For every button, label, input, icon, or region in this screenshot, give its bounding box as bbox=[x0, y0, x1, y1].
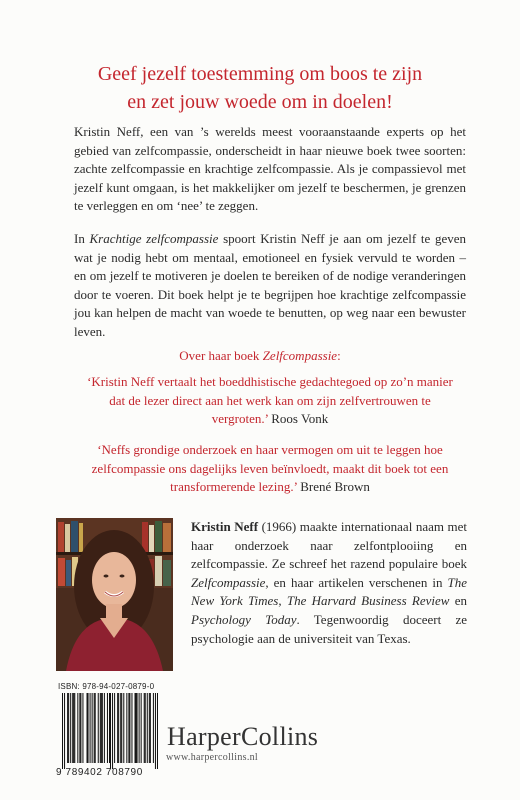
barcode-bar bbox=[120, 693, 121, 763]
bio-text-1: (1966) maakte internationaal naam met haar onderzoek naar zelfontplooiing en zelfcompassie. Ze schreef het razend populaire boek bbox=[191, 519, 468, 572]
author-name: Kristin Neff bbox=[191, 519, 259, 534]
previous-book-title: Zelfcompassie bbox=[262, 348, 338, 363]
barcode-bar bbox=[80, 693, 81, 763]
barcode-bar bbox=[82, 693, 83, 763]
author-photo bbox=[56, 518, 173, 671]
barcode-digits: 9 789402 708790 bbox=[56, 767, 143, 778]
barcode-bar bbox=[62, 693, 63, 769]
intro-paragraph: Kristin Neff, een van ’s werelds meest vooraanstaande experts op het gebied van zelfcompassie, onderscheidt in haar nieuwe boek twee soorten: zachte zelfcompassie en krachtige zelfcompassie. Als je compassievol met jezelf kunt omgaan, is het makkelijker om jezelf te beschermen, je grenzen te verleggen en om ‘nee’ te zeggen. bbox=[74, 124, 466, 213]
barcode-bar bbox=[145, 693, 146, 763]
bio-publication-1: The New York Times bbox=[191, 574, 467, 609]
headline-line-1: Geef jezelf toestemming om boos te zijn bbox=[97, 63, 423, 85]
publisher-logo: HarperCollins bbox=[167, 722, 319, 751]
bio-text-2: , en haar artikelen verschenen in bbox=[265, 574, 448, 590]
book-title: Krachtige zelfcompassie bbox=[89, 231, 219, 246]
barcode-bar bbox=[126, 693, 127, 763]
quote-author: Brené Brown bbox=[300, 479, 370, 494]
barcode-bar bbox=[87, 693, 88, 763]
barcode-bar bbox=[157, 693, 158, 769]
barcode-bar bbox=[129, 693, 130, 763]
barcode-bar bbox=[102, 693, 103, 763]
barcode-bar bbox=[70, 693, 71, 763]
bio-book-title: Zelfcompassie bbox=[191, 574, 266, 590]
barcode bbox=[62, 693, 158, 769]
bio-separator-2: en bbox=[449, 593, 467, 609]
headline-line-2: en zet jouw woede om in doelen! bbox=[127, 91, 393, 113]
barcode-bar bbox=[153, 693, 154, 763]
bio-publication-3: Psychology Today bbox=[191, 611, 297, 627]
barcode-bar bbox=[88, 693, 89, 763]
barcode-bar bbox=[79, 693, 80, 763]
barcode-bar bbox=[112, 693, 113, 769]
barcode-bar bbox=[144, 693, 145, 763]
quote-author: Roos Vonk bbox=[271, 411, 329, 426]
barcode-bar bbox=[110, 693, 111, 769]
about-prefix: Over haar boek bbox=[179, 348, 263, 363]
barcode-bar bbox=[95, 693, 96, 763]
book-paragraph-text: spoort Kristin Neff je aan om jezelf te geven wat je nodig hebt om mentaal, emotioneel en fysiek vervuld te worden – en om jezelf te motiveren je doelen te bereiken of de nodige veranderingen door te voeren. Dit boek helpt je te begrijpen hoe krachtige zelfcompassie jou kan helpen de macht van woede te benutten, op weg naar een bewuster leven. bbox=[74, 231, 466, 339]
bio-text-3: . Tegenwoordig doceert ze psychologie aan de universiteit van Texas. bbox=[191, 611, 467, 646]
quote bbox=[80, 373, 460, 429]
barcode-bar bbox=[92, 693, 93, 763]
barcode-bar bbox=[94, 693, 95, 763]
barcode-bar bbox=[118, 693, 119, 763]
headline bbox=[0, 60, 520, 116]
barcode-bar bbox=[104, 693, 105, 763]
barcode-bar bbox=[155, 693, 156, 769]
barcode-bar bbox=[101, 693, 102, 763]
barcode-bar bbox=[77, 693, 78, 763]
barcode-bar bbox=[90, 693, 91, 763]
barcode-bar bbox=[136, 693, 137, 763]
author-bio bbox=[191, 518, 467, 648]
barcode-bar bbox=[137, 693, 138, 763]
barcode-bar bbox=[117, 693, 118, 763]
barcode-bar bbox=[72, 693, 73, 763]
barcode-bar bbox=[150, 693, 151, 763]
barcode-bar bbox=[135, 693, 136, 763]
barcode-bar bbox=[139, 693, 140, 763]
barcode-bar bbox=[74, 693, 75, 763]
barcode-bar bbox=[107, 693, 108, 763]
barcode-bar bbox=[147, 693, 148, 763]
barcode-bar bbox=[141, 693, 142, 763]
barcode-bar bbox=[100, 693, 101, 763]
bio-separator-1: , bbox=[278, 593, 287, 609]
book-paragraph-prefix: In bbox=[74, 231, 90, 246]
barcode-bar bbox=[121, 693, 122, 763]
isbn-label: ISBN: 978-94-027-0879-0 bbox=[58, 682, 155, 691]
quote-text: ‘Kristin Neff vertaalt het boeddhistische gedachtegoed op zo’n manier dat de lezer direct aan het werk kan om zijn zelfvertrouwen te vergroten.’ bbox=[87, 374, 453, 426]
bio-publication-2: The Harvard Business Review bbox=[286, 593, 450, 609]
barcode-bar bbox=[128, 693, 129, 763]
publisher-website: www.harpercollins.nl bbox=[166, 752, 258, 763]
barcode-bar bbox=[109, 693, 110, 763]
about-previous-book bbox=[0, 347, 520, 365]
barcode-bar bbox=[149, 693, 150, 763]
barcode-bar bbox=[114, 693, 115, 763]
barcode-bar bbox=[64, 693, 65, 769]
barcode-bar bbox=[131, 693, 132, 763]
quote-text: ‘Neffs grondige onderzoek en haar vermogen om uit te leggen hoe zelfcompassie ons dagelijks leven beïnvloedt, maakt dit boek tot een transformerende lezing.’ bbox=[91, 442, 449, 494]
about-suffix: : bbox=[337, 348, 341, 363]
barcode-bar bbox=[68, 693, 69, 763]
barcode-bar bbox=[73, 693, 74, 763]
barcode-bar bbox=[123, 693, 124, 763]
quote bbox=[80, 441, 460, 497]
barcode-bar bbox=[67, 693, 68, 763]
book-paragraph bbox=[74, 230, 466, 341]
barcode-bar bbox=[98, 693, 99, 763]
